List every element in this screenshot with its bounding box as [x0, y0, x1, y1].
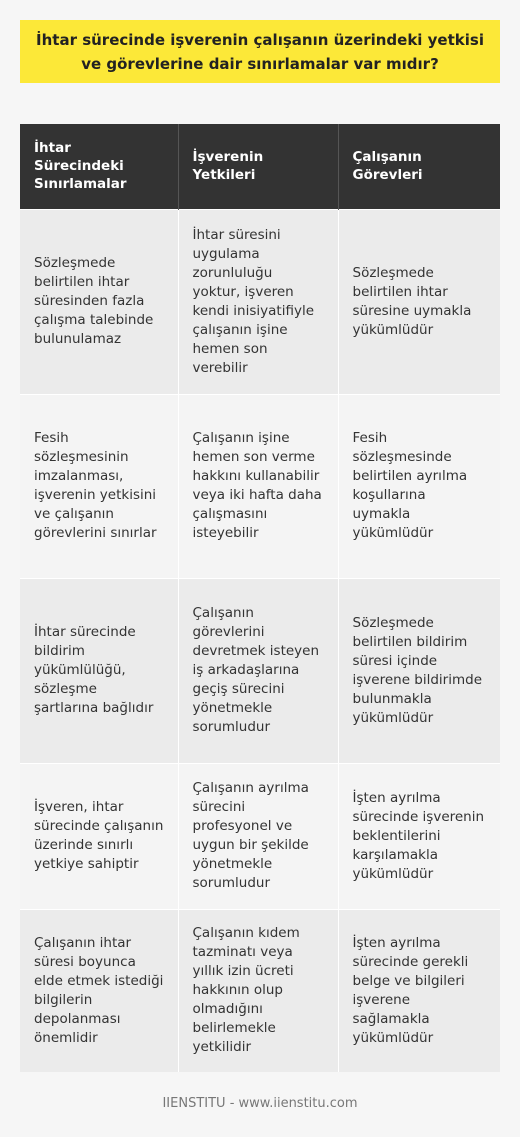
table-cell: Çalışanın görevlerini devretmek isteyen iş arkadaşlarına geçiş sürecini yönetmekle sorumludur [178, 578, 338, 763]
table-cell: Çalışanın kıdem tazminatı veya yıllık izin ücreti hakkının olup olmadığını belirlemekle yetkilidir [178, 909, 338, 1072]
footer-credit: IIENSTITU - www.iienstitu.com [162, 1096, 358, 1111]
header-limitations: İhtar Sürecindeki Sınırlamalar [20, 124, 178, 209]
table-row [20, 578, 500, 763]
table-cell: Fesih sözleşmesinin imzalanması, işverenin yetkisini ve çalışanın görevlerini sınırlar [20, 394, 178, 578]
table-cell: Sözleşmede belirtilen ihtar süresinden fazla çalışma talebinde bulunulamaz [20, 209, 178, 394]
page-title-text: İhtar sürecinde işverenin çalışanın üzerindeki yetkisi ve görevlerine dair sınırlamalar var mıdır? [36, 30, 484, 73]
table-header-row [20, 124, 500, 209]
table-cell: İhtar süresini uygulama zorunluluğu yoktur, işveren kendi inisiyatifiyle çalışanın işine hemen son verebilir [178, 209, 338, 394]
table-row [20, 909, 500, 1072]
table-cell: Çalışanın ayrılma sürecini profesyonel ve uygun bir şekilde yönetmekle sorumludur [178, 763, 338, 909]
page-title [20, 20, 500, 83]
limitations-table [20, 124, 500, 1072]
table-row [20, 763, 500, 909]
table-cell: İşveren, ihtar sürecinde çalışanın üzerinde sınırlı yetkiye sahiptir [20, 763, 178, 909]
table-cell: İşten ayrılma sürecinde işverenin beklentilerini karşılamakla yükümlüdür [338, 763, 500, 909]
table-cell: Çalışanın işine hemen son verme hakkını kullanabilir veya iki hafta daha çalışmasını isteyebilir [178, 394, 338, 578]
header-employer-powers: İşverenin Yetkileri [178, 124, 338, 209]
table-cell: İşten ayrılma sürecinde gerekli belge ve bilgileri işverene sağlamakla yükümlüdür [338, 909, 500, 1072]
table-cell: İhtar sürecinde bildirim yükümlülüğü, sözleşme şartlarına bağlıdır [20, 578, 178, 763]
header-employee-duties: Çalışanın Görevleri [338, 124, 500, 209]
table-row [20, 209, 500, 394]
table-row [20, 394, 500, 578]
table-cell: Sözleşmede belirtilen bildirim süresi içinde işverene bildirimde bulunmakla yükümlüdür [338, 578, 500, 763]
table-cell: Çalışanın ihtar süresi boyunca elde etmek istediği bilgilerin depolanması önemlidir [20, 909, 178, 1072]
table-cell: Sözleşmede belirtilen ihtar süresine uymakla yükümlüdür [338, 209, 500, 394]
table-cell: Fesih sözleşmesinde belirtilen ayrılma koşullarına uymakla yükümlüdür [338, 394, 500, 578]
